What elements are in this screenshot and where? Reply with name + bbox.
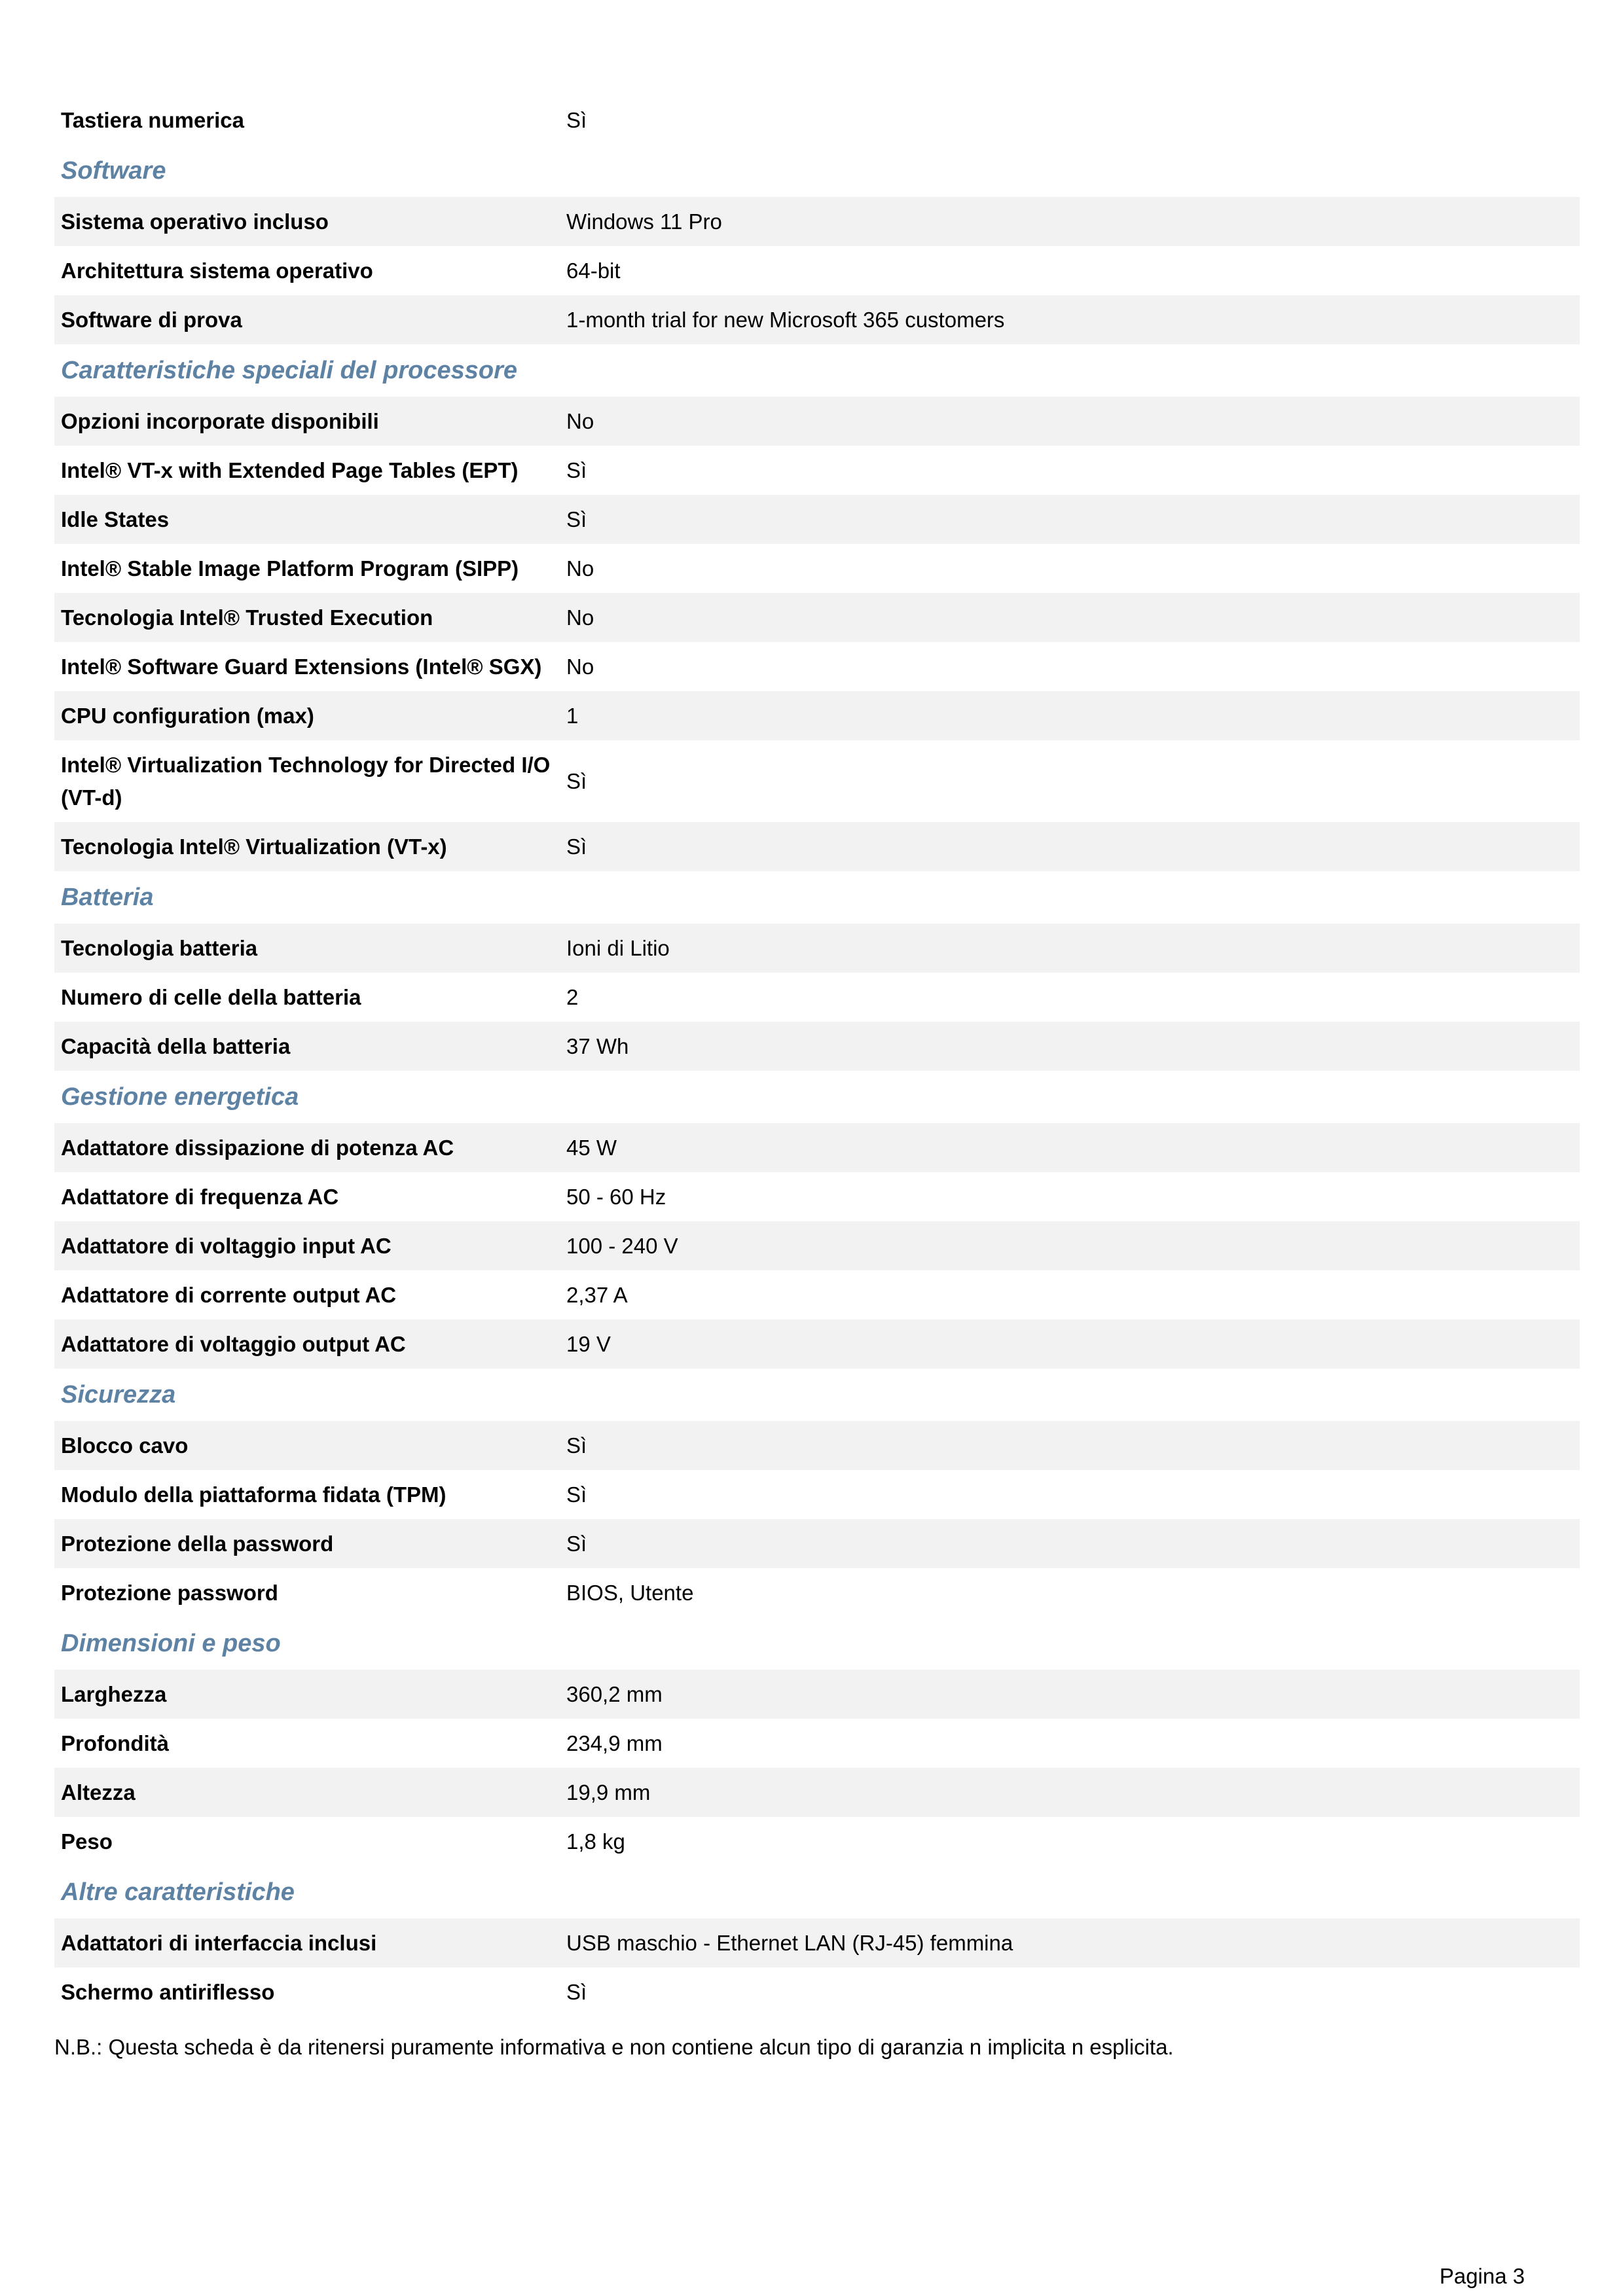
spec-value: Sì bbox=[566, 107, 587, 132]
spec-label: Adattatore di voltaggio output AC bbox=[61, 1331, 406, 1356]
spec-row bbox=[54, 96, 1580, 145]
section-heading: Batteria bbox=[61, 883, 154, 911]
spec-label: Capacità della batteria bbox=[61, 1033, 291, 1058]
spec-label: Blocco cavo bbox=[61, 1433, 189, 1458]
spec-label: Schermo antiriflesso bbox=[61, 1979, 275, 2004]
spec-label: Numero di celle della batteria bbox=[61, 984, 361, 1009]
section-heading: Gestione energetica bbox=[61, 1083, 299, 1111]
spec-value: 1 bbox=[566, 703, 579, 728]
spec-row bbox=[54, 446, 1580, 495]
spec-label: Adattatore di corrente output AC bbox=[61, 1282, 397, 1307]
spec-value: No bbox=[566, 556, 594, 581]
spec-row bbox=[54, 1022, 1580, 1071]
spec-value: Sì bbox=[566, 1482, 587, 1507]
spec-value: 360,2 mm bbox=[566, 1681, 663, 1706]
spec-row bbox=[54, 295, 1580, 344]
spec-row bbox=[54, 1670, 1580, 1719]
spec-row bbox=[54, 691, 1580, 740]
spec-label: Adattatori di interfaccia inclusi bbox=[61, 1930, 377, 1955]
spec-label: Larghezza bbox=[61, 1681, 167, 1706]
spec-label: Protezione password bbox=[61, 1580, 278, 1605]
spec-row bbox=[54, 1568, 1580, 1617]
spec-value: 1-month trial for new Microsoft 365 customers bbox=[566, 307, 1005, 332]
spec-value: 45 W bbox=[566, 1135, 617, 1160]
section-heading: Sicurezza bbox=[61, 1380, 176, 1408]
spec-label: Protezione della password bbox=[61, 1531, 334, 1556]
spec-label: Tecnologia batteria bbox=[61, 935, 258, 960]
spec-row bbox=[54, 1918, 1580, 1967]
spec-value: No bbox=[566, 408, 594, 433]
spec-row bbox=[54, 197, 1580, 246]
spec-row bbox=[54, 642, 1580, 691]
spec-value: No bbox=[566, 605, 594, 630]
footnote: N.B.: Questa scheda è da ritenersi puramente informativa e non contiene alcun tipo di garanzia n implicita n esplicita. bbox=[54, 2035, 1174, 2059]
spec-value: Sì bbox=[566, 457, 587, 482]
spec-label: Adattatore di frequenza AC bbox=[61, 1184, 339, 1209]
spec-label: Intel® Software Guard Extensions (Intel® SGX) bbox=[61, 654, 542, 679]
spec-row bbox=[54, 1519, 1580, 1568]
spec-row bbox=[54, 1172, 1580, 1221]
spec-row bbox=[54, 1221, 1580, 1270]
spec-row bbox=[54, 1319, 1580, 1369]
section-heading: Software bbox=[61, 156, 166, 185]
spec-row bbox=[54, 1967, 1580, 2017]
spec-label: Adattatore di voltaggio input AC bbox=[61, 1233, 392, 1258]
spec-label: Peso bbox=[61, 1829, 113, 1854]
spec-row bbox=[54, 1470, 1580, 1519]
spec-value: 64-bit bbox=[566, 258, 621, 283]
spec-label: Opzioni incorporate disponibili bbox=[61, 408, 379, 433]
spec-label: Profondità bbox=[61, 1731, 169, 1755]
spec-label: Software di prova bbox=[61, 307, 242, 332]
spec-value: 234,9 mm bbox=[566, 1731, 663, 1755]
spec-row bbox=[54, 1270, 1580, 1319]
spec-label: Tecnologia Intel® Virtualization (VT-x) bbox=[61, 834, 447, 859]
spec-row bbox=[54, 397, 1580, 446]
spec-value: BIOS, Utente bbox=[566, 1580, 694, 1605]
spec-label: Tecnologia Intel® Trusted Execution bbox=[61, 605, 433, 630]
spec-row bbox=[54, 924, 1580, 973]
spec-label: CPU configuration (max) bbox=[61, 703, 314, 728]
page-number: Pagina 3 bbox=[1439, 2264, 1525, 2288]
spec-table bbox=[54, 96, 1580, 2017]
spec-row bbox=[54, 1421, 1580, 1470]
spec-row bbox=[54, 973, 1580, 1022]
spec-row bbox=[54, 495, 1580, 544]
spec-label: Intel® VT-x with Extended Page Tables (EPT) bbox=[61, 457, 519, 482]
spec-row bbox=[54, 1719, 1580, 1768]
spec-value: 50 - 60 Hz bbox=[566, 1184, 666, 1209]
spec-value: Sì bbox=[566, 768, 587, 793]
spec-row bbox=[54, 740, 1580, 822]
spec-value: Windows 11 Pro bbox=[566, 209, 722, 234]
spec-value: 19 V bbox=[566, 1331, 611, 1356]
spec-label: Modulo della piattaforma fidata (TPM) bbox=[61, 1482, 447, 1507]
spec-value: 19,9 mm bbox=[566, 1780, 651, 1804]
spec-row bbox=[54, 544, 1580, 593]
spec-value: Ioni di Litio bbox=[566, 935, 670, 960]
spec-row bbox=[54, 1817, 1580, 1866]
spec-label: Sistema operativo incluso bbox=[61, 209, 329, 234]
spec-value: 100 - 240 V bbox=[566, 1233, 678, 1258]
spec-value: USB maschio - Ethernet LAN (RJ-45) femmina bbox=[566, 1930, 1013, 1955]
spec-value: 37 Wh bbox=[566, 1033, 629, 1058]
spec-label: Intel® Virtualization Technology for Directed I/O (VT-d) bbox=[61, 752, 551, 810]
spec-value: Sì bbox=[566, 834, 587, 859]
spec-row bbox=[54, 1768, 1580, 1817]
section-heading: Altre caratteristiche bbox=[61, 1878, 295, 1906]
spec-value: 1,8 kg bbox=[566, 1829, 625, 1854]
section-heading: Caratteristiche speciali del processore bbox=[61, 356, 517, 384]
spec-label: Intel® Stable Image Platform Program (SIPP) bbox=[61, 556, 519, 581]
spec-row bbox=[54, 822, 1580, 871]
spec-label: Adattatore dissipazione di potenza AC bbox=[61, 1135, 454, 1160]
spec-value: Sì bbox=[566, 1979, 587, 2004]
spec-label: Idle States bbox=[61, 507, 170, 531]
spec-label: Tastiera numerica bbox=[61, 107, 245, 132]
spec-value: 2,37 A bbox=[566, 1282, 628, 1307]
spec-value: Sì bbox=[566, 507, 587, 531]
spec-value: Sì bbox=[566, 1531, 587, 1556]
spec-label: Architettura sistema operativo bbox=[61, 258, 373, 283]
spec-row bbox=[54, 1123, 1580, 1172]
section-heading: Dimensioni e peso bbox=[61, 1629, 281, 1657]
spec-value: 2 bbox=[566, 984, 579, 1009]
spec-label: Altezza bbox=[61, 1780, 136, 1804]
spec-value: Sì bbox=[566, 1433, 587, 1458]
spec-row bbox=[54, 246, 1580, 295]
spec-row bbox=[54, 593, 1580, 642]
spec-value: No bbox=[566, 654, 594, 679]
